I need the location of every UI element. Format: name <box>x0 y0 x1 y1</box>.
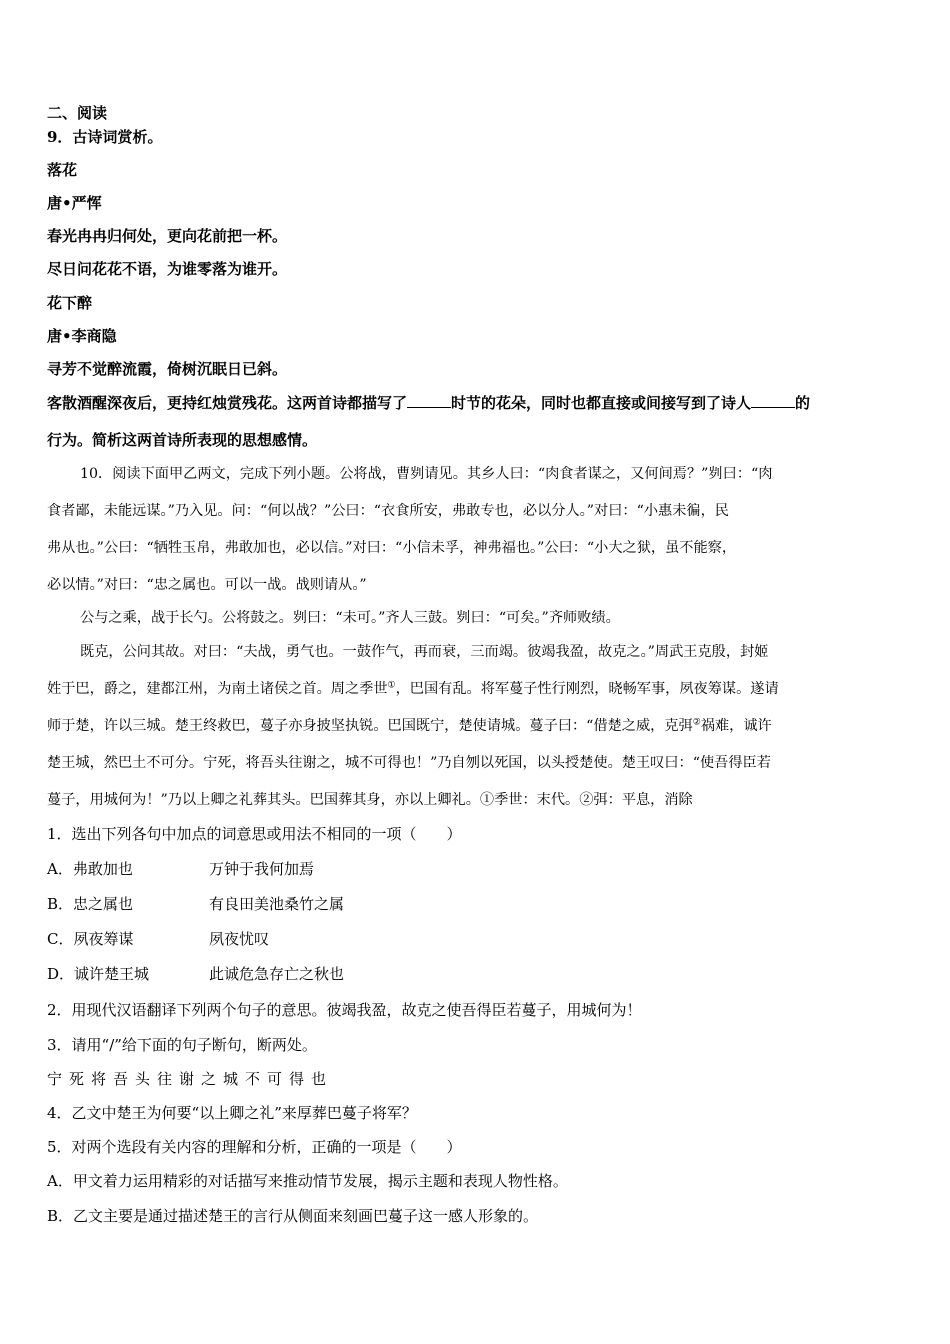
passage-b-line5: 蔓子，用城何为！”乃以上卿之礼葬其头。巴国葬其身，亦以上卿礼。①季世：末代。②弭：平息，消除 <box>47 792 693 808</box>
passage-b-line2-b: ，巴国有乱。将军蔓子性行刚烈，晓畅军事，夙夜筹谋。遂请 <box>395 681 779 697</box>
option-a-label: A．弗敢加也 <box>47 860 133 878</box>
poem2-author: 唐•李商隐 <box>47 327 117 345</box>
poem2-line2-part2: 时节的花朵，同时也都直接或间接写到了诗人 <box>451 394 752 412</box>
passage-b-line3-a: 师于楚，许以三城。楚王终救巴，蔓子亦身披坚执锐。巴国既宁，楚使请城。蔓子曰：“借楚之威，克弭 <box>47 718 693 734</box>
sub-question-2: 2．用现代汉语翻译下列两个句子的意思。彼竭我盈，故克之使吾得臣若蔓子，用城何为！ <box>47 1001 642 1019</box>
passage-a-line4: 必以情。”对曰：“忠之属也。可以一战。战则请从。” <box>47 577 367 593</box>
passage-b-line3 <box>47 716 772 736</box>
passage-a-line1: 10．阅读下面甲乙两文，完成下列小题。公将战，曹刿请见。其乡人曰：“肉食者谋之，又何间焉？”刿曰：“肉 <box>80 466 773 482</box>
passage-a-para2: 公与之乘，战于长勺。公将鼓之。刿曰：“未可。”齐人三鼓。刿曰：“可矣。”齐师败绩。 <box>80 610 620 626</box>
passage-a-line2: 食者鄙，未能远谋。”乃入见。问：“何以战？”公曰：“衣食所安，弗敢专也，必以分人。”对曰：“小惠未徧，民 <box>47 503 729 519</box>
poem1-title: 落花 <box>47 161 78 179</box>
option-d-text: 此诚危急存亡之秋也 <box>209 965 345 983</box>
passage-b-line3-b: 祸难，诚许 <box>700 718 772 734</box>
answer-blank-season[interactable] <box>407 394 451 408</box>
footnote-marker-1: ① <box>387 680 396 691</box>
passage-b-line1: 既克，公问其故。对曰：“夫战，勇气也。一鼓作气，再而衰，三而竭。彼竭我盈，故克之。”周武王克殷，封姬 <box>80 644 769 660</box>
poem2-title: 花下醉 <box>47 294 93 312</box>
answer-blank-behavior[interactable] <box>751 394 795 408</box>
poem2-line2-part3: 的 <box>795 394 811 412</box>
poem1-line1: 春光冉冉归何处，更向花前把一杯。 <box>47 227 288 245</box>
passage-b-line2 <box>47 679 779 699</box>
poem1-line2: 尽日问花花不语，为谁零落为谁开。 <box>47 260 288 278</box>
sub-question-5-option-a[interactable]: A．甲文着力运用精彩的对话描写来推动情节发展，揭示主题和表现人物性格。 <box>47 1172 568 1190</box>
sub-question-5: 5．对两个选段有关内容的理解和分析，正确的一项是（ ） <box>47 1138 462 1156</box>
option-a[interactable] <box>47 859 314 879</box>
poem2-line2-with-question <box>47 393 810 413</box>
option-d[interactable] <box>47 964 344 984</box>
footnote-marker-2: ② <box>692 717 701 728</box>
sub-question-1: 1．选出下列各句中加点的词意思或用法不相同的一项（ ） <box>47 825 462 843</box>
sub-question-5-option-b[interactable]: B．乙文主要是通过描述楚王的言行从侧面来刻画巴蔓子这一感人形象的。 <box>47 1207 539 1225</box>
option-b[interactable] <box>47 894 344 914</box>
sub-question-3-sentence: 宁死将吾头往谢之城不可得也 <box>47 1070 334 1088</box>
question-9-label: 9．古诗词赏析。 <box>47 128 163 146</box>
poem2-line2-part1: 客散酒醒深夜后，更持红烛赏残花。这两首诗都描写了 <box>47 394 408 412</box>
section-heading: 二、阅读 <box>47 104 108 122</box>
option-c-label: C．夙夜筹谋 <box>47 930 134 948</box>
option-a-text: 万钟于我何加焉 <box>209 860 315 878</box>
passage-a-line3: 弗从也。”公曰：“牺牲玉帛，弗敢加也，必以信。”对曰：“小信未孚，神弗福也。”公曰：“小大之狱，虽不能察， <box>47 540 737 556</box>
passage-b-line4: 楚王城，然巴土不可分。宁死，将吾头往谢之，城不可得也！”乃自刎以死国，以头授楚使。楚王叹曰：“使吾得臣若 <box>47 755 771 771</box>
option-c[interactable] <box>47 929 269 949</box>
option-b-text: 有良田美池桑竹之属 <box>209 895 345 913</box>
poem2-line1: 寻芳不觉醉流霞，倚树沉眠日已斜。 <box>47 360 288 378</box>
option-b-label: B．忠之属也 <box>47 895 134 913</box>
option-c-text: 夙夜忧叹 <box>209 930 270 948</box>
poem1-author: 唐•严恽 <box>47 194 102 212</box>
sub-question-3: 3．请用“/”给下面的句子断句，断两处。 <box>47 1036 317 1054</box>
passage-b-line2-a: 姓于巴，爵之，建都江州，为南土诸侯之首。周之季世 <box>47 681 388 697</box>
question-9-tail: 行为。简析这两首诗所表现的思想感情。 <box>47 431 318 449</box>
option-d-label: D．诚许楚王城 <box>47 965 150 983</box>
sub-question-4: 4．乙文中楚王为何要“以上卿之礼”来厚葬巴蔓子将军？ <box>47 1104 417 1122</box>
